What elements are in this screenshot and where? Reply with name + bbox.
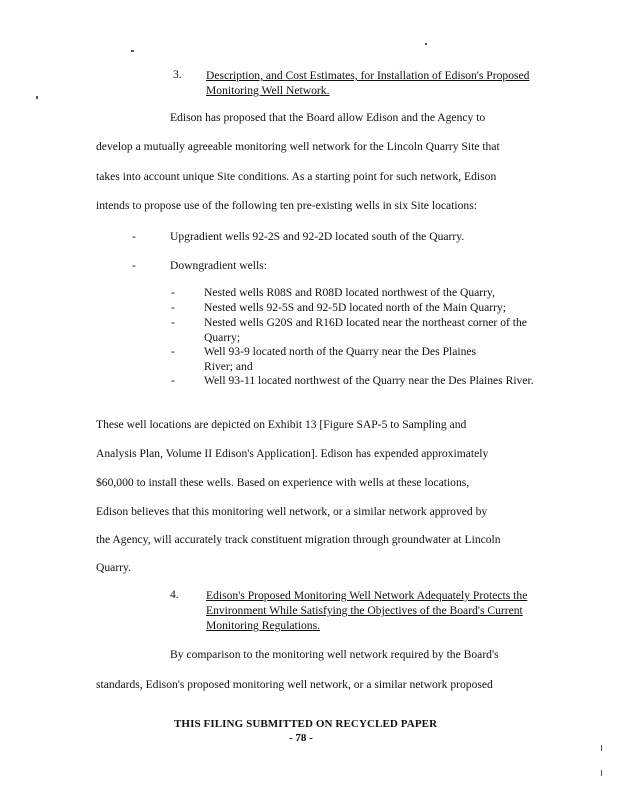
footer-recycled-notice: THIS FILING SUBMITTED ON RECYCLED PAPER (174, 718, 438, 730)
paragraph-1-line: takes into account unique Site conditions. As a starting point for such network, Edison (96, 170, 497, 183)
paragraph-2-line: These well locations are depicted on Exhibit 13 [Figure SAP-5 to Sampling and (96, 418, 467, 431)
paragraph-2-line: $60,000 to install these wells. Based on experience with wells at these locations, (96, 476, 470, 489)
section-3-heading: Description, and Cost Estimates, for Installation of Edison's Proposed Monitoring Well Network. (206, 69, 530, 97)
subitem-dash: - (171, 301, 175, 314)
paragraph-2-line: the Agency, will accurately track constituent migration through groundwater at Lincoln (96, 533, 501, 546)
scan-speck (36, 96, 38, 99)
paragraph-2-line: Analysis Plan, Volume II Edison's Application]. Edison has expended approximately (96, 447, 489, 460)
paragraph-2-line: Quarry. (96, 561, 131, 574)
subitem-dash: - (171, 316, 175, 329)
scan-speck (601, 745, 602, 751)
subitem-text: Nested wells 92-5S and 92-5D located north of the Main Quarry; (204, 301, 507, 314)
scan-speck (425, 43, 427, 45)
scan-speck (601, 770, 602, 776)
paragraph-2-line: Edison believes that this monitoring well network, or a similar network approved by (96, 505, 488, 518)
scan-speck (131, 50, 134, 52)
subitem-text: Nested wells G20S and R16D located near the northeast corner of the Quarry; (204, 316, 527, 344)
section-4-heading: Edison's Proposed Monitoring Well Network Adequately Protects the Environment While Satisfying the Objectives of the Board's Current Monitoring Regulations. (206, 589, 528, 632)
subitem-dash: - (171, 345, 175, 358)
subitem-dash: - (171, 374, 175, 387)
bullet-dash: - (132, 230, 136, 243)
bullet-dash: - (132, 259, 136, 272)
paragraph-1-line: Edison has proposed that the Board allow Edison and the Agency to (170, 111, 486, 124)
section-4-number: 4. (170, 588, 179, 601)
page-number: - 78 - (289, 732, 313, 744)
section-3-number: 3. (173, 68, 182, 81)
paragraph-3-line: By comparison to the monitoring well network required by the Board's (170, 648, 499, 661)
bullet-text: Upgradient wells 92-2S and 92-2D located south of the Quarry. (170, 230, 465, 243)
subitem-dash: - (171, 286, 175, 299)
subitem-text: Nested wells R08S and R08D located northwest of the Quarry, (204, 286, 495, 299)
subitem-text: Well 93-11 located northwest of the Quarry near the Des Plaines River. (204, 374, 534, 387)
paragraph-3-line: standards, Edison's proposed monitoring well network, or a similar network proposed (96, 678, 493, 691)
paragraph-1-line: intends to propose use of the following ten pre-existing wells in six Site locations: (96, 199, 477, 212)
paragraph-1-line: develop a mutually agreeable monitoring well network for the Lincoln Quarry Site that (96, 140, 500, 153)
bullet-text: Downgradient wells: (170, 259, 267, 272)
subitem-text: Well 93-9 located north of the Quarry near the Des Plaines River; and (204, 345, 477, 373)
